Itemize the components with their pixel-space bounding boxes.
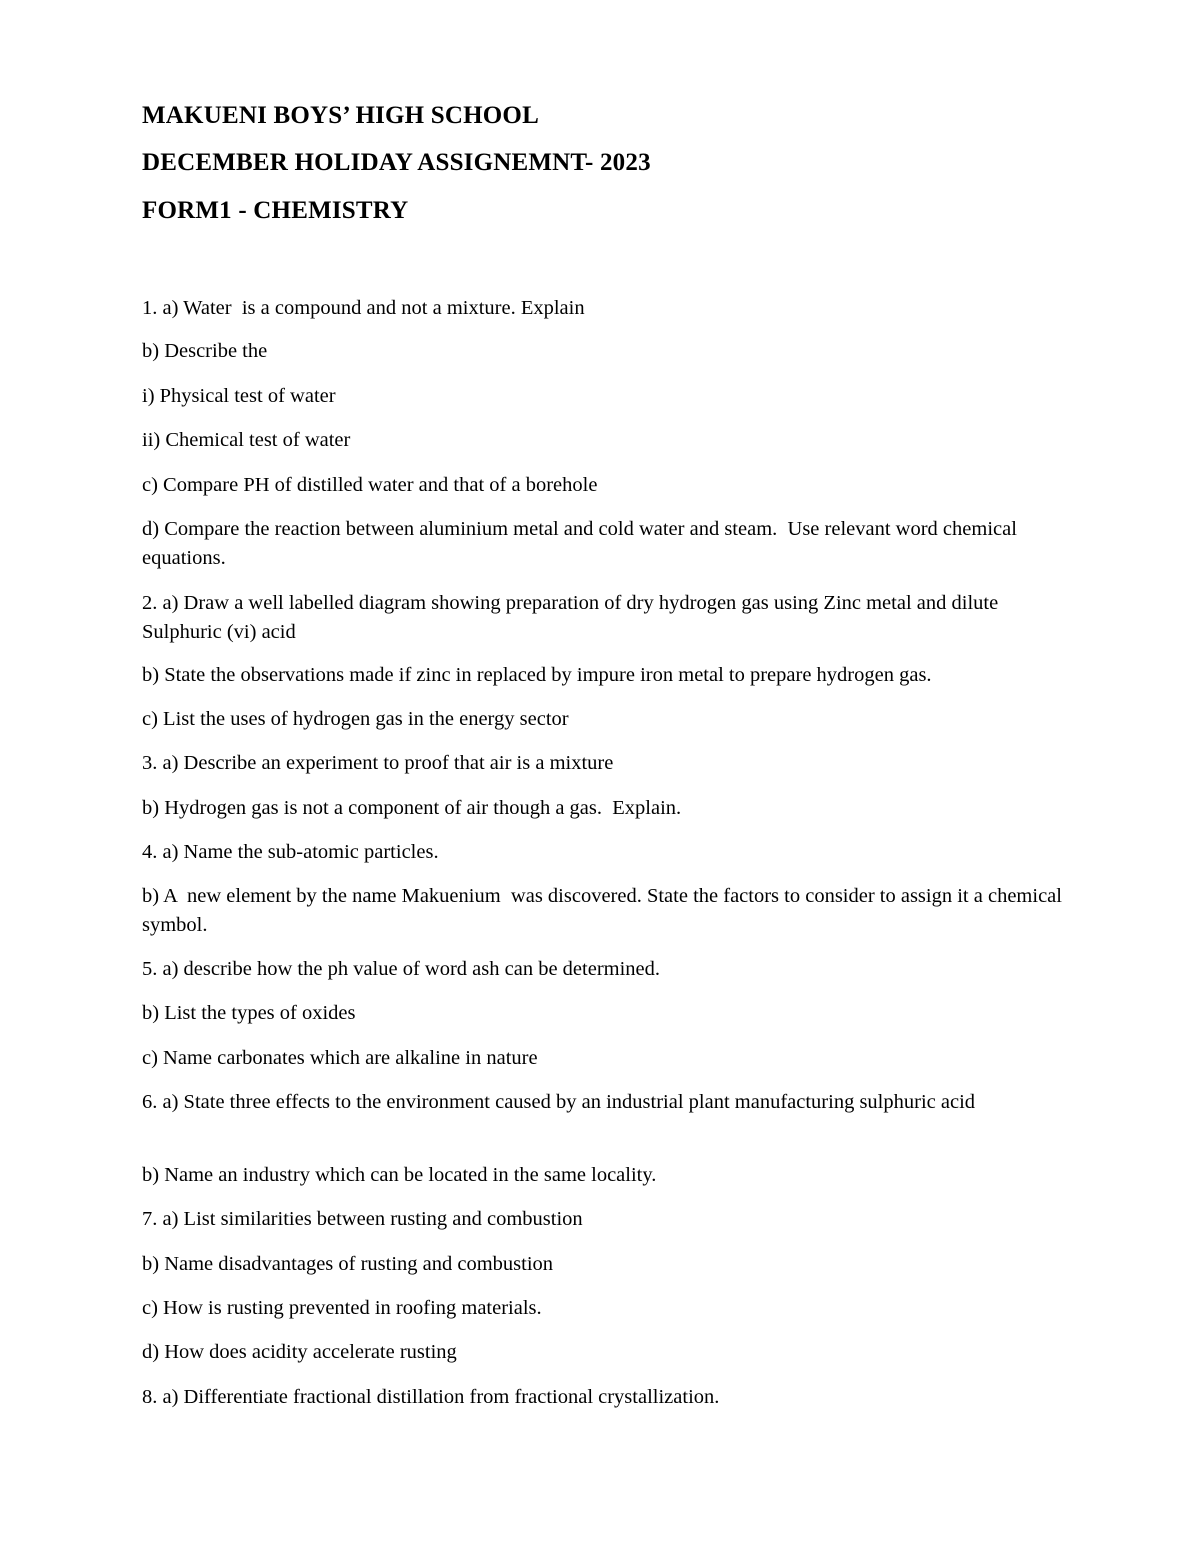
question-7b: b) Name disadvantages of rusting and combustion xyxy=(142,1253,554,1275)
question-4a: 4. a) Name the sub-atomic particles. xyxy=(142,841,439,863)
question-1d: d) Compare the reaction between aluminium metal and cold water and steam. Use relevant word chemical equations. xyxy=(142,518,1023,569)
subject-title: FORM1 - CHEMISTRY xyxy=(142,197,409,224)
question-8a: 8. a) Differentiate fractional distillation from fractional crystallization. xyxy=(142,1386,720,1408)
question-1c: c) Compare PH of distilled water and that of a borehole xyxy=(142,474,598,496)
question-6a: 6. a) State three effects to the environment caused by an industrial plant manufacturing sulphuric acid xyxy=(142,1091,976,1113)
question-7d: d) How does acidity accelerate rusting xyxy=(142,1341,457,1363)
question-1b: b) Describe the xyxy=(142,340,268,362)
question-5a: 5. a) describe how the ph value of word ash can be determined. xyxy=(142,958,661,980)
question-2a: 2. a) Draw a well labelled diagram showing preparation of dry hydrogen gas using Zinc metal and dilute Sulphuric (vi) acid xyxy=(142,592,1004,643)
question-7a: 7. a) List similarities between rusting and combustion xyxy=(142,1208,583,1230)
question-7c: c) How is rusting prevented in roofing materials. xyxy=(142,1297,542,1319)
question-3b: b) Hydrogen gas is not a component of air though a gas. Explain. xyxy=(142,797,682,819)
question-5c: c) Name carbonates which are alkaline in nature xyxy=(142,1047,538,1069)
question-1a: 1. a) Water is a compound and not a mixture. Explain xyxy=(142,297,585,319)
question-2c: c) List the uses of hydrogen gas in the energy sector xyxy=(142,708,569,730)
question-6b: b) Name an industry which can be located in the same locality. xyxy=(142,1164,657,1186)
school-title: MAKUENI BOYS’ HIGH SCHOOL xyxy=(142,102,539,129)
assignment-title: DECEMBER HOLIDAY ASSIGNEMNT- 2023 xyxy=(142,149,651,176)
question-3a: 3. a) Describe an experiment to proof that air is a mixture xyxy=(142,752,614,774)
question-1b-i: i) Physical test of water xyxy=(142,385,336,407)
question-4b: b) A new element by the name Makuenium was discovered. State the factors to consider to assign it a chemical symbol. xyxy=(142,885,1068,936)
question-1b-ii: ii) Chemical test of water xyxy=(142,429,351,451)
question-2b: b) State the observations made if zinc in replaced by impure iron metal to prepare hydrogen gas. xyxy=(142,664,932,686)
question-5b: b) List the types of oxides xyxy=(142,1002,356,1024)
